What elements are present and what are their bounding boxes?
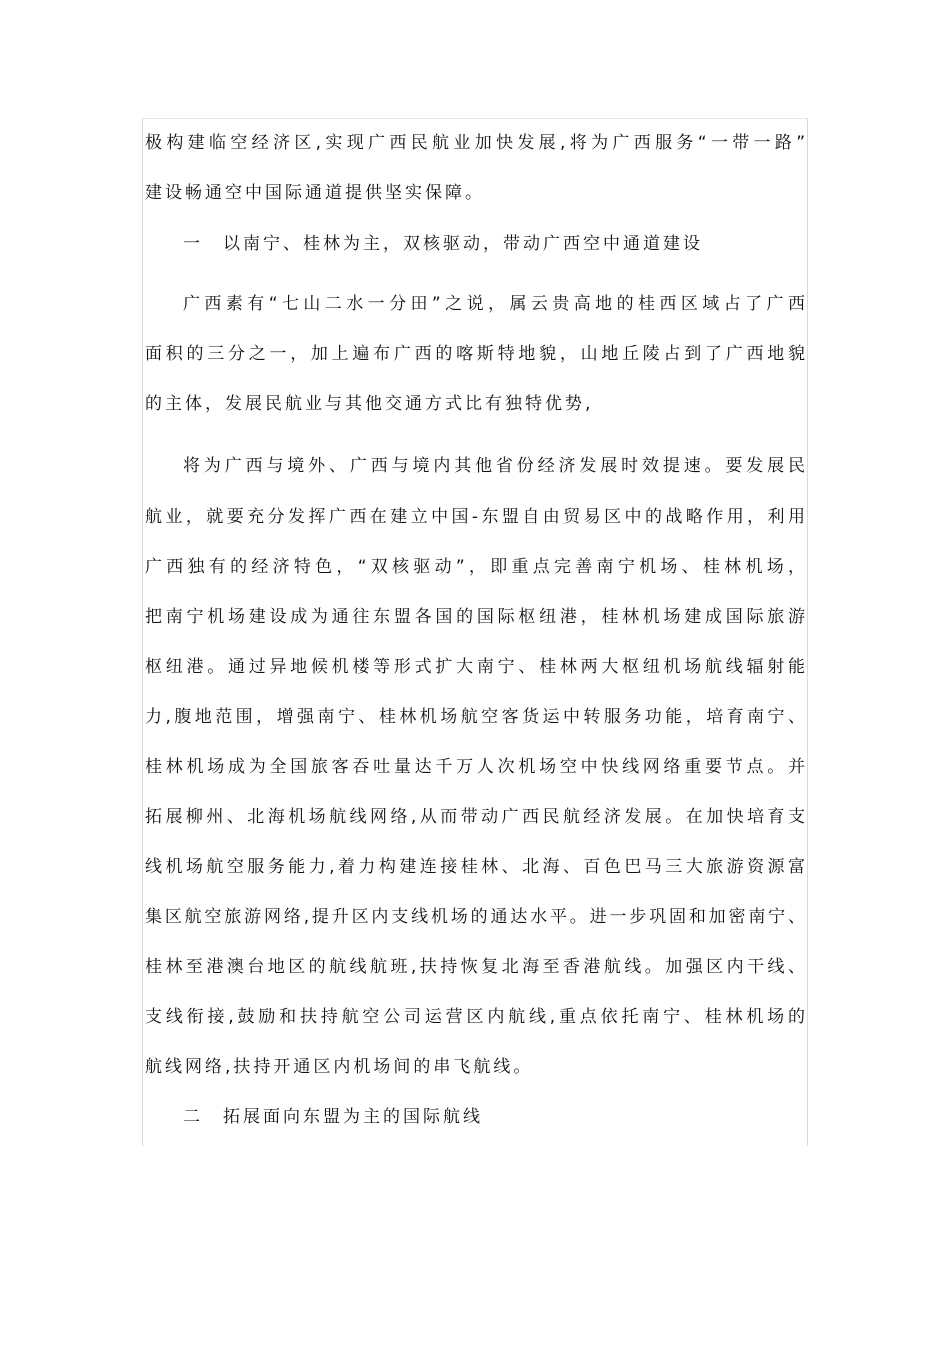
text-line: 航业，就要充分发挥广西在建立中国-东盟自由贸易区中的战略作用，利用: [145, 507, 805, 527]
text-line: 广西独有的经济特色，“双核驱动”，即重点完善南宁机场、桂林机场，: [145, 557, 805, 577]
text-line: 集区航空旅游网络,提升区内支线机场的通达水平。进一步巩固和加密南宁、: [145, 907, 805, 927]
text-line: 把南宁机场建设成为通往东盟各国的国际枢纽港，桂林机场建成国际旅游: [145, 607, 805, 627]
text-line: 桂林机场成为全国旅客吞吐量达千万人次机场空中快线网络重要节点。并: [145, 757, 805, 777]
text-line: 线机场航空服务能力,着力构建连接桂林、北海、百色巴马三大旅游资源富: [145, 857, 805, 877]
text-line: 将为广西与境外、广西与境内其他省份经济发展时效提速。要发展民: [183, 456, 805, 476]
page-frame: [142, 118, 808, 1146]
text-line: 拓展柳州、北海机场航线网络,从而带动广西民航经济发展。在加快培育支: [145, 807, 805, 827]
text-line: 的主体，发展民航业与其他交通方式比有独特优势,: [145, 394, 594, 414]
text-line: 枢纽港。通过异地候机楼等形式扩大南宁、桂林两大枢纽机场航线辐射能: [145, 657, 805, 677]
text-line: 面积的三分之一，加上遍布广西的喀斯特地貌，山地丘陵占到了广西地貌: [145, 344, 805, 364]
section-heading: 一 以南宁、桂林为主，双核驱动，带动广西空中通道建设: [183, 234, 703, 254]
text-line: 广西素有“七山二水一分田”之说，属云贵高地的桂西区域占了广西: [183, 294, 805, 314]
text-line: 支线衔接,鼓励和扶持航空公司运营区内航线,重点依托南宁、桂林机场的: [145, 1007, 805, 1027]
section-heading: 二 拓展面向东盟为主的国际航线: [183, 1107, 483, 1127]
text-line: 力,腹地范围，增强南宁、桂林机场航空客货运中转服务功能，培育南宁、: [145, 707, 805, 727]
text-line: 航线网络,扶持开通区内机场间的串飞航线。: [145, 1057, 534, 1077]
text-line: 建设畅通空中国际通道提供坚实保障。: [145, 183, 485, 203]
text-line: 桂林至港澳台地区的航线航班,扶持恢复北海至香港航线。加强区内干线、: [145, 957, 805, 977]
text-line: 极构建临空经济区,实现广西民航业加快发展,将为广西服务“一带一路”: [145, 133, 805, 153]
